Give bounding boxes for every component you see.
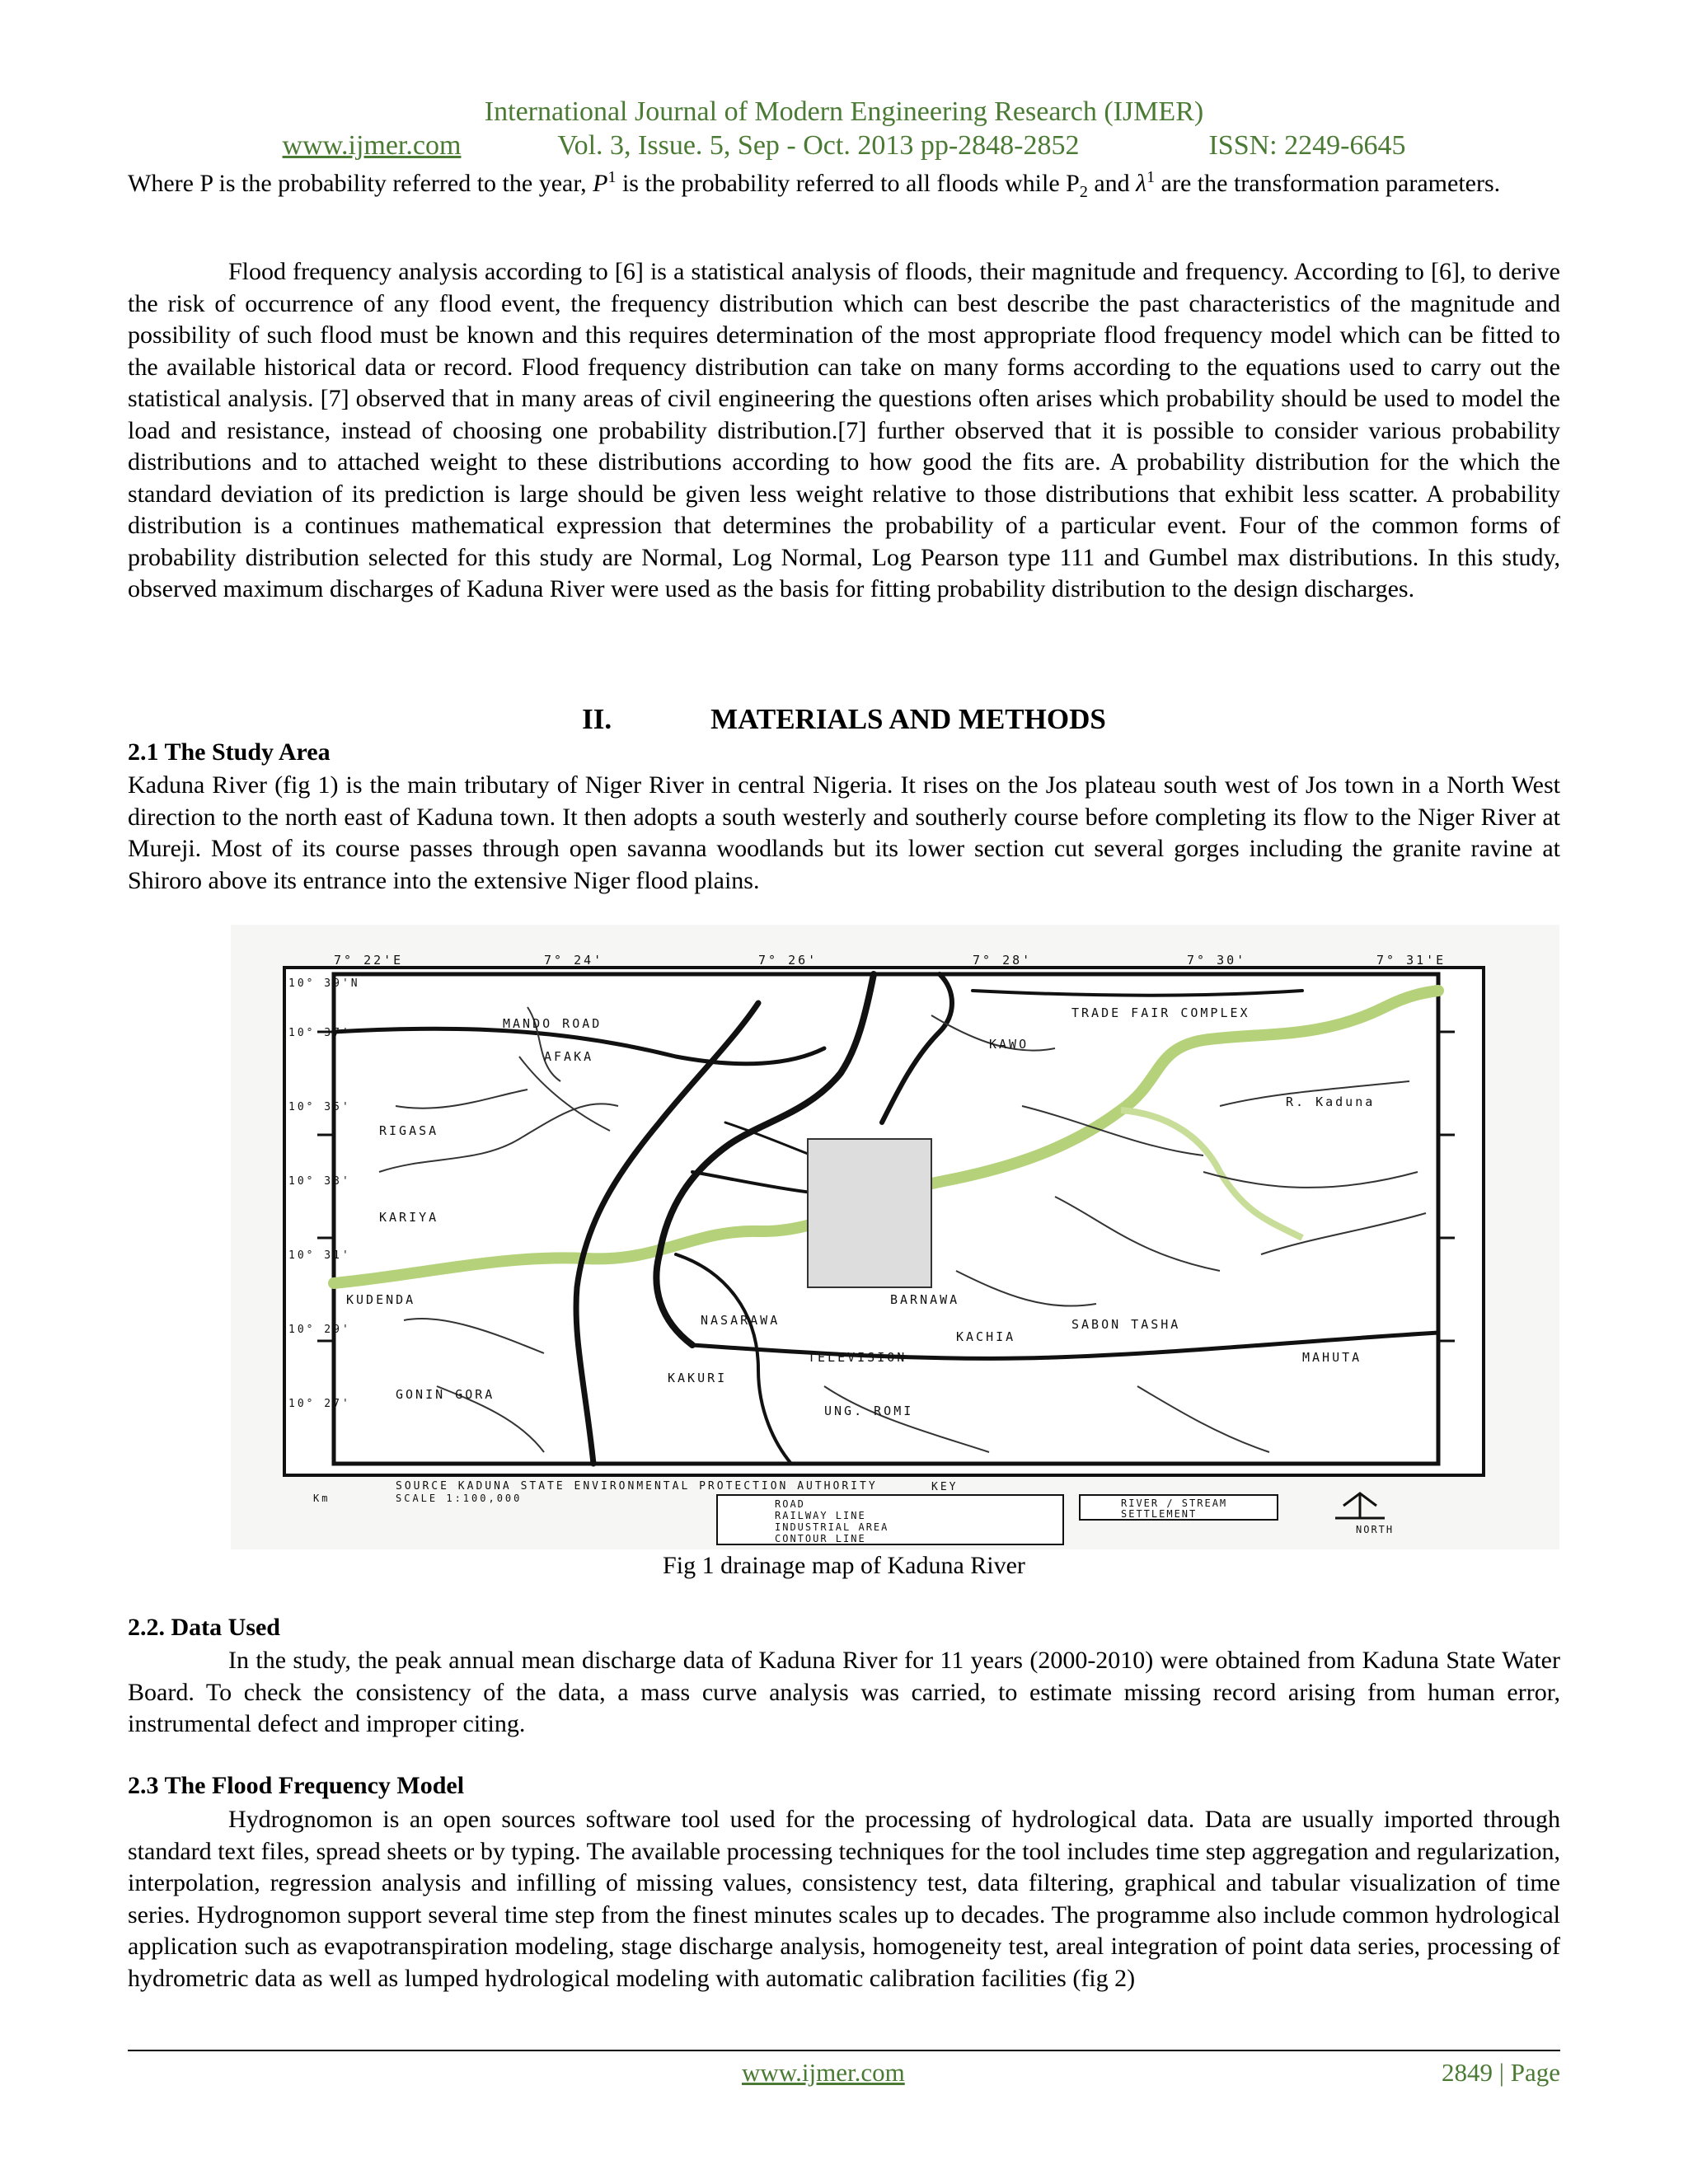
p-symbol: P [593,170,608,197]
drainage-map-figure [231,925,1559,1549]
latitude-label: 10° 33' [288,1175,351,1188]
place-label: KACHIA [956,1329,1016,1344]
place-label: KUDENDA [346,1292,416,1307]
latitude-label: 10° 37' [288,1027,351,1039]
longitude-label: 7° 22'E [334,953,404,968]
paragraph-text: Hydrognomon is an open sources software tool used for the processing of hydrological data. Data are usually imported through standard text files, spread sheets or by typing. The available processing techniques for the tool includes time step aggregation and regularization, interpolation, regression analysis and infilling of missing values, consistency test, data filtering, graphical and tabular visualization of time series. Hydrognomon support several time step from the finest minutes scales up to decades. The programme also include common hydrological application such as evapotranspiration modeling, stage discharge analysis, homogeneity test, areal integration of point data series, processing of hydrometric data as well as lumped hydrological modeling with automatic calibration facilities (fig 2) [128,1806,1560,1992]
paragraph-text: In the study, the peak annual mean discharge data of Kaduna River for 11 years (2000-2010) were obtained from Kaduna State Water Board. To check the consistency of the data, a mass curve analysis was carried, to estimate missing record arising from human error, instrumental defect and improper citing. [128,1647,1560,1737]
latitude-label: 10° 39'N [288,977,360,990]
p-superscript: 1 [607,168,617,186]
latitude-label: 10° 27' [288,1398,351,1410]
place-label: GONIN GORA [396,1387,495,1402]
longitude-label: 7° 26' [758,953,818,968]
place-label: AFAKA [544,1049,594,1064]
legend-settlement: SETTLEMENT [1121,1508,1198,1520]
subsection-2-2-text [128,1645,1560,1741]
lambda-symbol: λ [1136,170,1147,197]
place-label: MANDO ROAD [503,1016,603,1031]
drainage-map [231,925,1559,1549]
place-label: KARIYA [379,1210,439,1225]
scale-unit: Km [313,1493,331,1504]
place-label: TELEVISION [808,1350,907,1365]
map-source: SOURCE KADUNA STATE ENVIRONMENTAL PROTECTION AUTHORITY [396,1480,878,1493]
subsection-2-3-text [128,1804,1560,1994]
place-label: SABON TASHA [1071,1317,1181,1332]
subsection-2-3-title: 2.3 The Flood Frequency Model [128,1772,465,1799]
subsection-2-2-title: 2.2. Data Used [128,1614,280,1641]
river-label: R. Kaduna [1286,1094,1376,1109]
place-label: RIGASA [379,1123,439,1138]
figure-caption: Fig 1 drainage map of Kaduna River [663,1552,1025,1579]
intro-text-d: are the transformation parameters. [1155,170,1501,197]
footer-rule [128,2050,1560,2051]
legend-road: ROAD [775,1498,805,1510]
scale-label: SCALE 1:100,000 [396,1493,523,1504]
intro-paragraph [128,162,1560,209]
subsection-2-1-text [128,770,1560,897]
footer-site-link[interactable]: www.ijmer.com [742,2058,905,2087]
legend-river: RIVER / STREAM [1121,1497,1228,1509]
longitude-label: 7° 31'E [1376,953,1447,968]
journal-site-link[interactable]: www.ijmer.com [282,130,462,161]
subsection-2-1-title: 2.1 The Study Area [128,738,331,766]
intro-text-a: Where P is the probability referred to the year, [128,170,593,197]
latitude-label: 10° 35' [288,1101,351,1113]
place-label: UNG. ROMI [824,1404,914,1418]
legend-contour: CONTOUR LINE [775,1533,866,1544]
longitude-label: 7° 24' [544,953,604,968]
lambda-superscript: 1 [1146,168,1156,186]
section-heading [0,703,1688,736]
legend-railway: RAILWAY LINE [775,1510,866,1521]
longitude-label: 7° 28' [973,953,1033,968]
legend-key-label: KEY [931,1481,959,1493]
p2-subscript: 2 [1079,183,1088,201]
place-label: KAWO [989,1037,1029,1052]
journal-title: International Journal of Modern Engineering Research (IJMER) [484,96,1204,127]
journal-issn: ISSN: 2249-6645 [1208,130,1406,161]
place-label: TRADE FAIR COMPLEX [1071,1005,1250,1020]
intro-text-b: is the probability referred to all floods while P [616,170,1080,197]
section-number: II. [582,703,612,735]
place-label: MAHUTA [1302,1350,1362,1365]
intro-text-c: and [1087,170,1137,197]
page-number: 2849 | Page [1442,2058,1560,2087]
place-label: BARNAWA [890,1292,960,1307]
flood-frequency-paragraph [128,256,1560,606]
latitude-label: 10° 31' [288,1249,351,1262]
north-label: NORTH [1356,1524,1395,1535]
section-title: MATERIALS AND METHODS [710,703,1106,735]
paragraph-text: Kaduna River (fig 1) is the main tributary of Niger River in central Nigeria. It rises on the Jos plateau south west of Jos town in a North West direction to the north east of Kaduna town. It then adopts a south westerly and southerly course before completing its flow to the Niger River at Mureji. Most of its course passes through open savanna woodlands but its lower section cut several gorges including the granite ravine at Shiroro above its entrance into the extensive Niger flood plains. [128,771,1560,894]
urban-area [808,1139,931,1287]
journal-volume: Vol. 3, Issue. 5, Sep - Oct. 2013 pp-2848-2852 [557,130,1080,161]
longitude-label: 7° 30' [1187,953,1247,968]
place-label: NASARAWA [701,1313,781,1328]
paragraph-text: Flood frequency analysis according to [6] is a statistical analysis of floods, their magnitude and frequency. According to [6], to derive the risk of occurrence of any flood event, the frequency distribution which can best describe the past characteristics of the magnitude and possibility of such flood must be known and this requires determination of the most appropriate flood frequency model which can be fitted to the available historical data or record. Flood frequency distribution can take on many forms according to the equations used to carry out the statistical analysis. [7] observed that in many areas of civil engineering the questions often arises which probability should be used to model the load and resistance, instead of choosing one probability distribution.[7] further observed that it is possible to consider various probability distributions and to attached weight to these distributions according to how good the fits are. A probability distribution for the which the standard deviation of its prediction is large should be given less weight relative to those distributions that exhibit less scatter. A probability distribution is a continues mathematical expression that determines the probability of a particular event. Four of the common forms of probability distribution selected for this study are Normal, Log Normal, Log Pearson type 111 and Gumbel max distributions. In this study, observed maximum discharges of Kaduna River were used as the basis for fitting probability distribution to the design discharges. [128,258,1560,602]
latitude-label: 10° 29' [288,1324,351,1336]
journal-info-line [0,130,1688,162]
place-label: KAKURI [668,1371,728,1385]
legend-industrial: INDUSTRIAL AREA [775,1521,889,1533]
